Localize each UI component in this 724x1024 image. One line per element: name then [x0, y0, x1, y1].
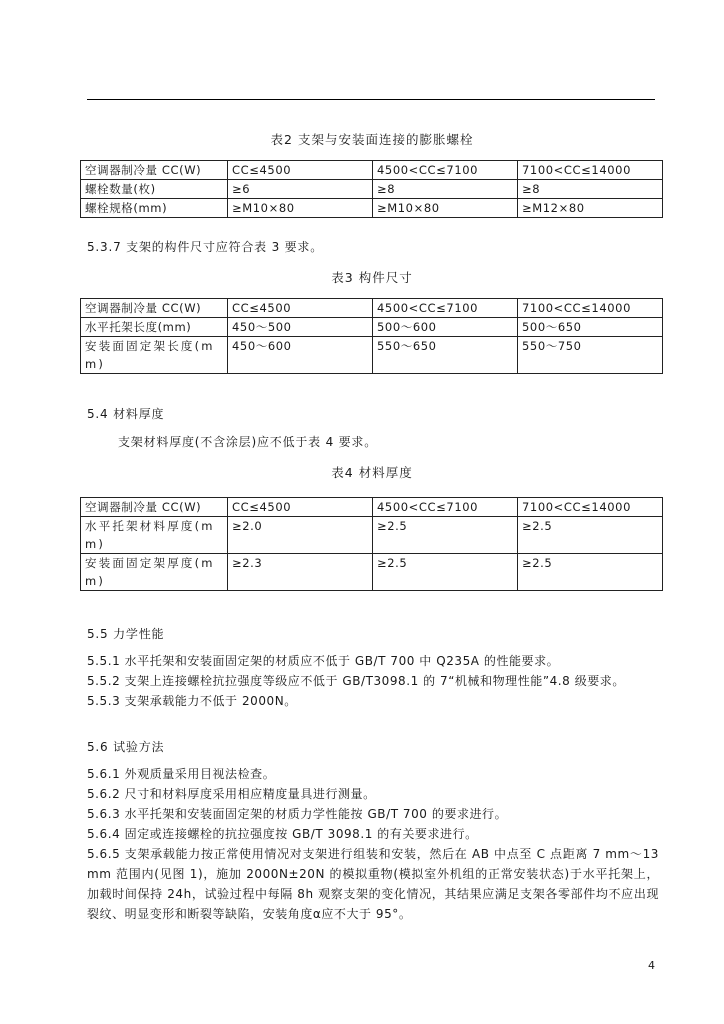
paragraph-5-5-2: 5.5.2 支架上连接螺栓抗拉强度等级应不低于 GB/T3098.1 的 7“机械和物理性能”4.8 级要求。 [87, 674, 625, 688]
table4-caption: 表4 材料厚度 [331, 465, 413, 480]
paragraph-5-6-5: 5.6.5 支架承载能力按正常使用情况对支架进行组装和安装，然后在 AB 中点至 C 点距离 7 mm～13 mm 范围内(见图 1)，施加 2000N±20N 的模拟重物(模拟室外机组的正常安装状态)于水平托架上，加载时间保持 24h，试验过程中每隔 8h 观察支架的变化情况，其结果应满足支架各零部件均不应出现裂纹、明显变形和断裂等缺陷，安装角度α应不大于 95°。 [87, 847, 659, 921]
table-cell: ≥2.5 [518, 517, 663, 554]
table-cell: 螺栓数量(枚) [81, 180, 228, 199]
table-cell: 450～500 [228, 318, 373, 337]
table-cell: 4500<CC≤7100 [373, 299, 518, 318]
paragraph-5-5-1: 5.5.1 水平托架和安装面固定架的材质应不低于 GB/T 700 中 Q235A 的性能要求。 [87, 654, 560, 668]
table-cell: ≥M10×80 [373, 199, 518, 218]
table-row [81, 318, 663, 337]
table-cell: ≥6 [228, 180, 373, 199]
table-cell: 4500<CC≤7100 [373, 498, 518, 517]
paragraph-5-6-4: 5.6.4 固定或连接螺栓的抗拉强度按 GB/T 3098.1 的有关要求进行。 [87, 827, 478, 841]
table-cell: 空调器制冷量 CC(W) [81, 498, 228, 517]
section-5-3-7: 5.3.7 支架的构件尺寸应符合表 3 要求。 [87, 240, 324, 254]
table-cell: ≥2.5 [373, 554, 518, 591]
table-cell: 7100<CC≤14000 [518, 161, 663, 180]
table-cell: 螺栓规格(mm) [81, 199, 228, 218]
header-rule [87, 99, 655, 100]
section-5-6-heading: 5.6 试验方法 [87, 740, 165, 754]
paragraph-5-6-3: 5.6.3 水平托架和安装面固定架的材质力学性能按 GB/T 700 的要求进行。 [87, 807, 508, 821]
table-cell: CC≤4500 [228, 161, 373, 180]
table2 [80, 160, 663, 218]
table3 [80, 298, 663, 374]
table-cell: 空调器制冷量 CC(W) [81, 299, 228, 318]
page-number: 4 [648, 959, 655, 972]
table-cell: 450～600 [228, 337, 373, 374]
table3-caption: 表3 构件尺寸 [331, 270, 413, 285]
table-cell: 500～650 [518, 318, 663, 337]
table-cell: ≥2.3 [228, 554, 373, 591]
section-5-5-body [87, 651, 659, 711]
table-cell: 安装面固定架长度(mm) [81, 337, 228, 374]
table4 [80, 497, 663, 591]
paragraph-5-6-2: 5.6.2 尺寸和材料厚度采用相应精度量具进行测量。 [87, 787, 376, 801]
table-cell: CC≤4500 [228, 299, 373, 318]
table-cell: 500～600 [373, 318, 518, 337]
section-5-5-heading: 5.5 力学性能 [87, 627, 165, 641]
table-row [81, 337, 663, 374]
table-cell: 550～650 [373, 337, 518, 374]
table-cell: 空调器制冷量 CC(W) [81, 161, 228, 180]
table-row [81, 517, 663, 554]
table-cell: 550～750 [518, 337, 663, 374]
table-cell: 安装面固定架厚度(mm) [81, 554, 228, 591]
table-cell: ≥8 [373, 180, 518, 199]
paragraph-5-5-3: 5.5.3 支架承载能力不低于 2000N。 [87, 694, 297, 708]
table-row [81, 161, 663, 180]
table-cell: 7100<CC≤14000 [518, 299, 663, 318]
table-cell: ≥M12×80 [518, 199, 663, 218]
section-5-4-text: 支架材料厚度(不含涂层)应不低于表 4 要求。 [118, 435, 378, 449]
table-cell: ≥2.5 [518, 554, 663, 591]
table-row [81, 299, 663, 318]
table-cell: ≥2.5 [373, 517, 518, 554]
table-cell: CC≤4500 [228, 498, 373, 517]
table-cell: ≥2.0 [228, 517, 373, 554]
table-row [81, 199, 663, 218]
section-5-6-body [87, 764, 659, 924]
table-row [81, 498, 663, 517]
table-cell: 7100<CC≤14000 [518, 498, 663, 517]
table-row [81, 554, 663, 591]
section-5-4-heading: 5.4 材料厚度 [87, 407, 165, 421]
table-cell: 水平托架长度(mm) [81, 318, 228, 337]
table-row [81, 180, 663, 199]
table-cell: ≥M10×80 [228, 199, 373, 218]
table-cell: 4500<CC≤7100 [373, 161, 518, 180]
paragraph-5-6-1: 5.6.1 外观质量采用目视法检查。 [87, 767, 276, 781]
table-cell: 水平托架材料厚度(mm) [81, 517, 228, 554]
table-cell: ≥8 [518, 180, 663, 199]
table2-caption: 表2 支架与安装面连接的膨胀螺栓 [270, 132, 474, 147]
